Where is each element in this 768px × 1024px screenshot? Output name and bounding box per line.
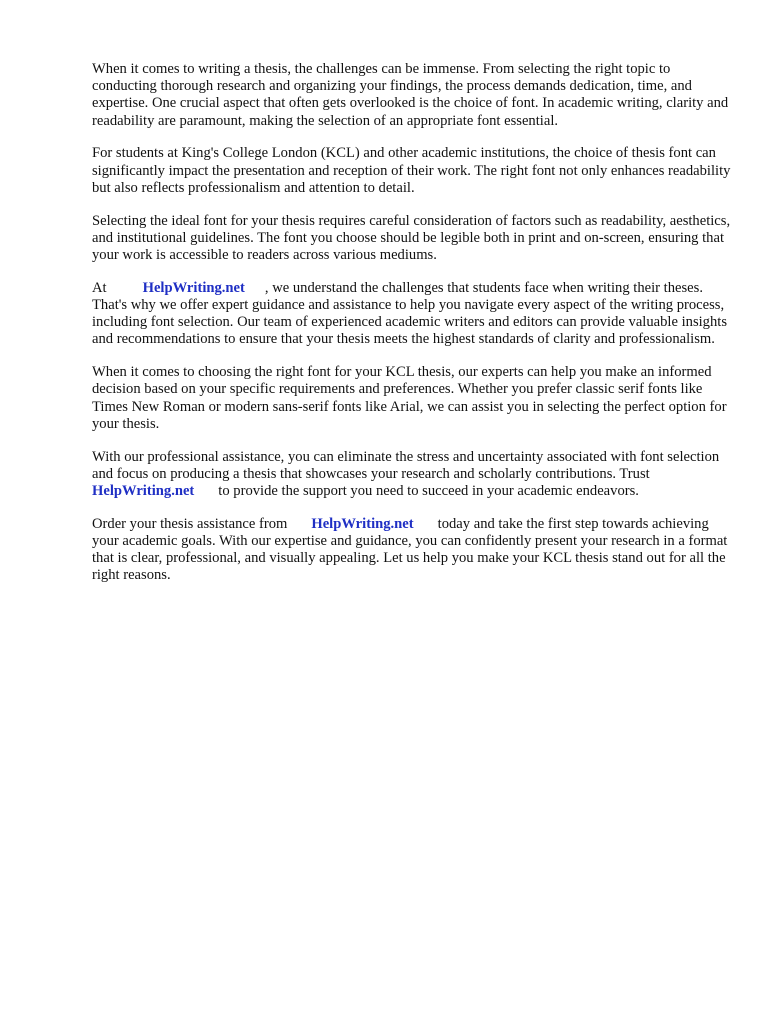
paragraph-selecting-font [92,213,732,265]
paragraph-assistance-lead: With our professional assistance, you can eliminate the stress and uncertainty associated with font selection and focus on producing a thesis that showcases your research and scholarly contributions. Trust [92,448,720,482]
paragraph-helpwriting-lead: At [92,279,107,296]
paragraph-assistance [92,449,732,501]
paragraph-helpwriting-rest: , we understand the challenges that students face when writing their theses. That's why we offer expert guidance and assistance to help you navigate every aspect of the writing process, including font selection. Our team of experienced academic writers and editors can provide valuable insights and recommendations to ensure that your thesis meets the highest standards of clarity and professionalism. [92,279,728,348]
paragraph-selecting-font-text: Selecting the ideal font for your thesis requires careful consideration of factors such as readability, aesthetics, and institutional guidelines. The font you choose should be legible both in print and on-screen, ensuring that your work is accessible to readers across various mediums. [92,212,731,264]
helpwriting-link-2[interactable]: HelpWriting.net [92,483,195,500]
paragraph-choosing-font-text: When it comes to choosing the right font for your KCL thesis, our experts can help you make an informed decision based on your specific requirements and preferences. Whether you prefer classic serif fonts like Times New Roman or modern sans-serif fonts like Arial, we can assist you in selecting the perfect option for your thesis. [92,364,727,432]
helpwriting-link-3[interactable]: HelpWriting.net [311,515,414,532]
paragraph-intro-text: When it comes to writing a thesis, the challenges can be immense. From selecting the right topic to conducting thorough research and organizing your findings, the process demands dedication, time, and expertise. One crucial aspect that often gets overlooked is the choice of font. In academic writing, clarity and readability are paramount, making the selection of an appropriate font essential. [92,61,729,129]
document-body [92,61,732,600]
paragraph-helpwriting [92,280,732,349]
paragraph-kcl-text: For students at King's College London (KCL) and other academic institutions, the choice of thesis font can significantly impact the presentation and reception of their work. The right font not only enhances readability but also reflects professionalism and attention to detail. [92,145,731,196]
paragraph-assistance-rest: to provide the support you need to succeed in your academic endeavors. [218,483,639,500]
paragraph-kcl [92,145,732,197]
paragraph-intro [92,61,732,130]
paragraph-order-rest: today and take the first step towards achieving your academic goals. With our expertise and guidance, you can confidently present your research in a format that is clear, professional, and visually appealing. Let us help you make your KCL thesis stand out for all the right reasons. [92,515,728,584]
helpwriting-link-1[interactable]: HelpWriting.net [142,279,245,296]
paragraph-choosing-font [92,364,732,433]
paragraph-order-lead: Order your thesis assistance from [92,515,288,532]
paragraph-order [92,516,732,585]
